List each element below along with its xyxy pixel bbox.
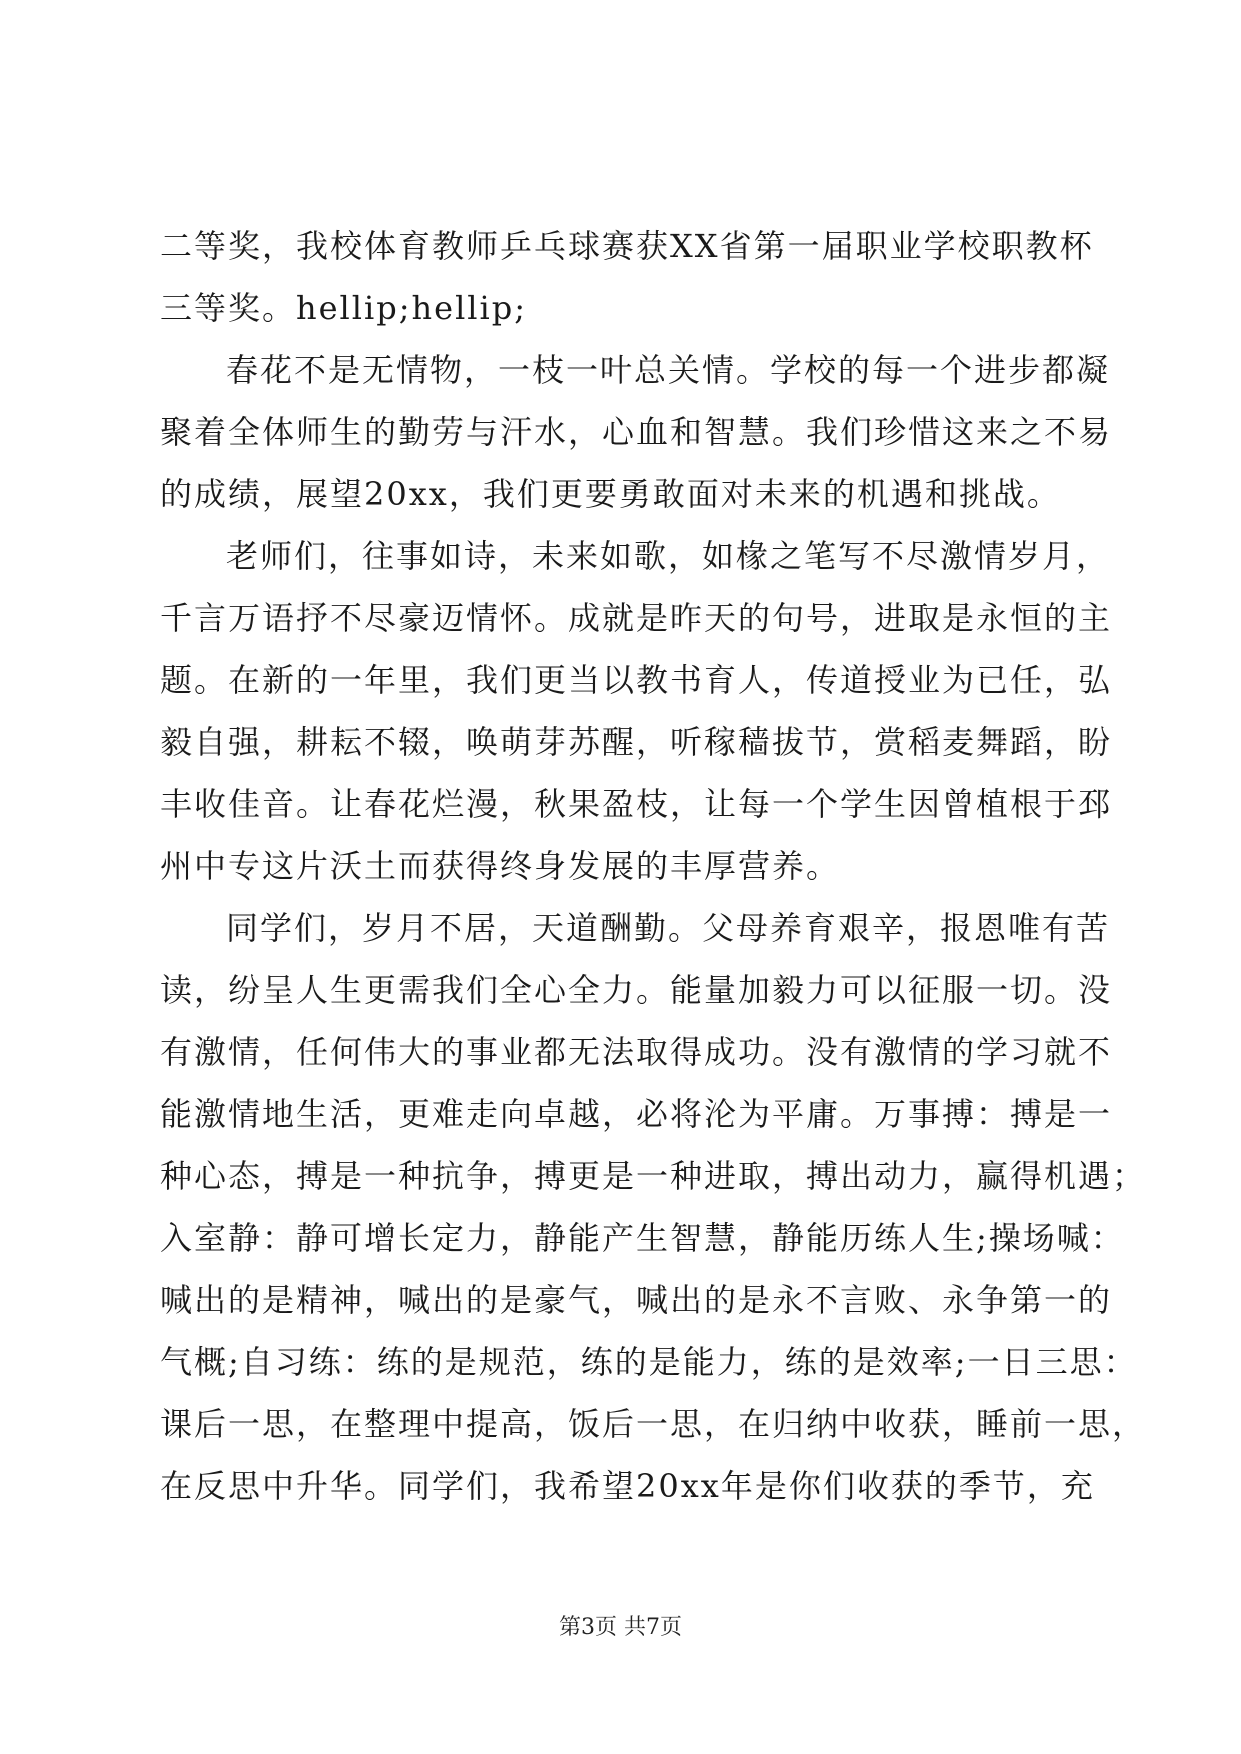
text-line: 能激情地生活，更难走向卓越，必将沦为平庸。万事搏：搏是一 [160,1095,1113,1133]
text-line: 丰收佳音。让春花烂漫，秋果盈枝，让每一个学生因曾植根于邳 [160,785,1113,823]
text-line: 在反思中升华。同学们，我希望20xx年是你们收获的季节，充 [160,1467,1095,1505]
text-line: 州中专这片沃土而获得终身发展的丰厚营养。 [160,847,841,885]
text-line: 三等奖。hellip;hellip; [160,289,528,327]
paragraph-start-line: 春花不是无情物，一枝一叶总关情。学校的每一个进步都凝 [226,351,1111,389]
text-line: 入室静：静可增长定力，静能产生智慧，静能历练人生;操场喊： [160,1219,1125,1257]
text-line: 的成绩，展望20xx，我们更要勇敢面对未来的机遇和挑战。 [160,475,1061,513]
text-line: 千言万语抒不尽豪迈情怀。成就是昨天的句号，进取是永恒的主 [160,599,1113,637]
page-number-footer: 第3页 共7页 [559,1615,682,1640]
text-line: 有激情，任何伟大的事业都无法取得成功。没有激情的学习就不 [160,1033,1113,1071]
text-line: 读，纷呈人生更需我们全心全力。能量加毅力可以征服一切。没 [160,971,1113,1009]
text-line: 毅自强，耕耘不辍，唤萌芽苏醒，听稼穑拔节，赏稻麦舞蹈，盼 [160,723,1113,761]
text-line: 气概;自习练：练的是规范，练的是能力，练的是效率;一日三思： [160,1343,1138,1381]
body-text [160,226,1147,1528]
text-line: 课后一思，在整理中提高，饭后一思，在归纳中收获，睡前一思， [160,1405,1147,1443]
paragraph-start-line: 同学们，岁月不居，天道酬勤。父母养育艰辛，报恩唯有苦 [226,909,1111,947]
text-line: 种心态，搏是一种抗争，搏更是一种进取，搏出动力，赢得机遇； [160,1157,1147,1195]
text-line: 喊出的是精神，喊出的是豪气，喊出的是永不言败、永争第一的 [160,1281,1113,1319]
text-line: 题。在新的一年里，我们更当以教书育人，传道授业为已任，弘 [160,661,1113,699]
text-line: 二等奖，我校体育教师乒乓球赛获XX省第一届职业学校职教杯 [160,227,1094,265]
paragraph-start-line: 老师们，往事如诗，未来如歌，如椽之笔写不尽激情岁月， [226,537,1111,575]
text-line: 聚着全体师生的勤劳与汗水，心血和智慧。我们珍惜这来之不易 [160,413,1113,451]
